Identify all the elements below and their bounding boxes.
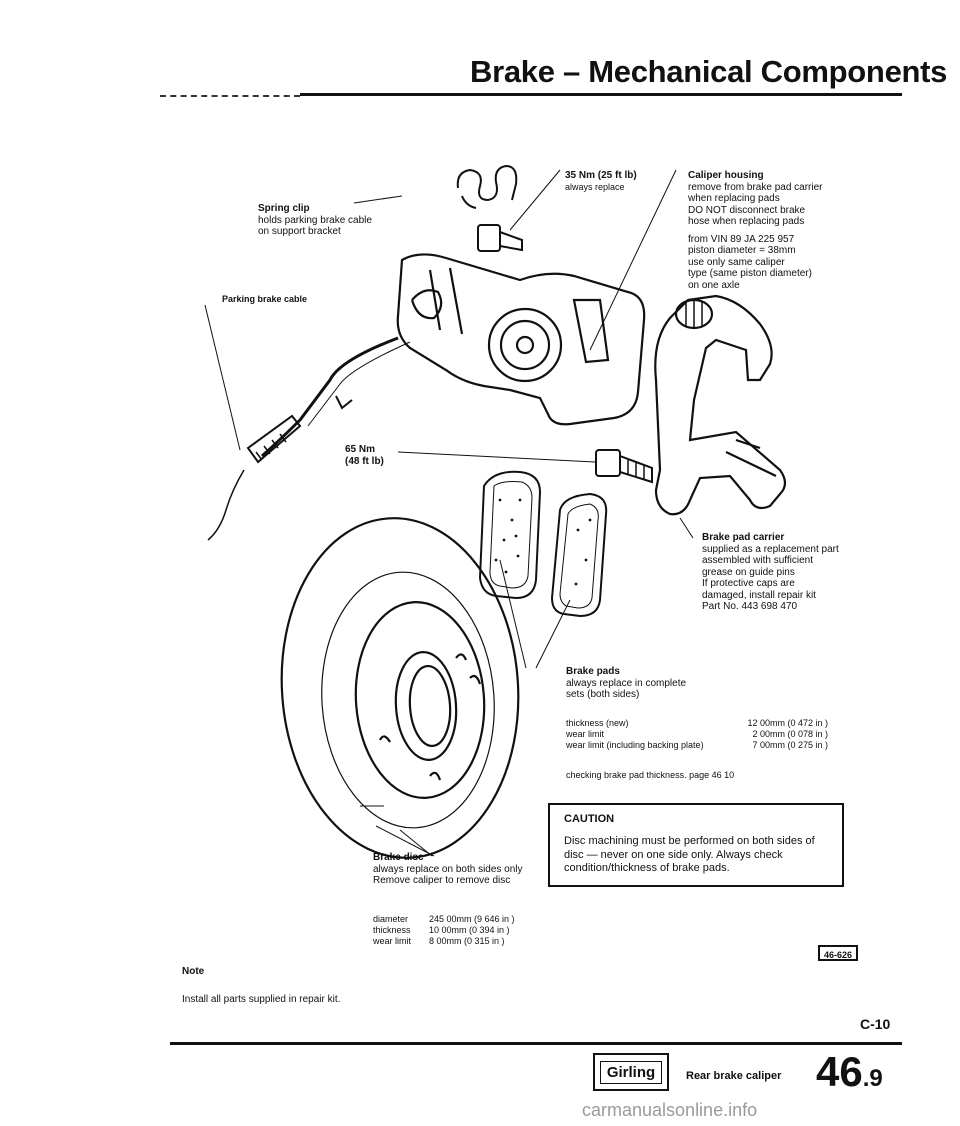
torque-65-line: (48 ft lb) xyxy=(345,455,384,467)
pad-carrier-line: Part No. 443 698 470 xyxy=(702,601,798,612)
footer-rule xyxy=(170,1042,902,1045)
spring-clip-line: holds parking brake cable xyxy=(258,214,372,226)
spec-name: wear limit xyxy=(566,729,605,739)
spec-name: wear limit (including backing plate) xyxy=(566,740,704,750)
label-torque-65 xyxy=(345,444,384,467)
pad-carrier-line: assembled with sufficient xyxy=(702,555,813,566)
bolt-35nm xyxy=(478,225,522,251)
caliper-housing-line: type (same piston diameter) xyxy=(688,268,812,279)
spec-value: 2 00mm (0 078 in ) xyxy=(752,729,828,739)
label-brake-pad-carrier xyxy=(702,532,839,613)
leader-parking-cable xyxy=(205,305,240,450)
brake-pads-line: sets (both sides) xyxy=(566,689,640,700)
spec-row xyxy=(566,740,828,751)
caliper-housing-line: remove from brake pad carrier xyxy=(688,181,823,193)
page-number xyxy=(816,1048,883,1096)
girling-logo xyxy=(593,1053,669,1091)
brake-pads-line: always replace in complete xyxy=(566,677,687,689)
brake-pads-part xyxy=(480,472,606,616)
spec-value: 7 00mm (0 275 in ) xyxy=(752,740,828,750)
caliper-housing-line: on one axle xyxy=(688,279,740,291)
brake-disc-specs xyxy=(373,914,549,947)
page-number-sub: .9 xyxy=(862,1065,883,1092)
brake-pads-check-note: checking brake pad thickness. page 46 10 xyxy=(566,770,735,780)
pad-carrier-line: supplied as a replacement part xyxy=(702,543,839,555)
caliper-housing-line: from VIN 89 JA 225 957 xyxy=(688,233,795,245)
brake-pads-title: Brake pads xyxy=(566,666,620,677)
spec-row xyxy=(566,729,828,740)
caution-box xyxy=(548,803,844,887)
page-number-main: 46 xyxy=(816,1048,863,1095)
brake-disc-line: Remove caliper to remove disc xyxy=(373,875,511,886)
caliper-housing-line: use only same caliper xyxy=(688,256,785,268)
spring-clip-title: Spring clip xyxy=(258,203,310,214)
page-code: C-10 xyxy=(860,1016,891,1032)
spec-row xyxy=(566,718,828,729)
spec-row xyxy=(373,936,549,947)
spec-value: 12 00mm (0 472 in ) xyxy=(747,718,828,728)
brake-disc-title: Brake disc xyxy=(373,852,424,863)
note-text: Install all parts supplied in repair kit. xyxy=(182,994,341,1005)
leader-torque-65 xyxy=(398,452,595,462)
spec-value: 10 00mm (0 394 in ) xyxy=(429,925,510,935)
caliper-housing-line: piston diameter = 38mm xyxy=(688,245,796,256)
leader-torque-35 xyxy=(510,170,560,230)
footer-section: Rear brake caliper xyxy=(686,1070,782,1082)
caliper-housing-line: when replacing pads xyxy=(688,193,780,204)
bolt-65nm xyxy=(596,450,652,482)
caliper-housing-title: Caliper housing xyxy=(688,170,764,181)
caution-heading: CAUTION xyxy=(564,813,615,825)
caution-text: Disc machining must be performed on both sides of disc — never on one side only. Always check condition/thickness of brake pads. xyxy=(564,835,815,874)
leader-brake-pads xyxy=(500,560,570,668)
label-parking-brake-cable: Parking brake cable xyxy=(222,294,308,304)
watermark: carmanualsonline.info xyxy=(582,1100,758,1120)
pad-carrier-line: grease on guide pins xyxy=(702,566,795,578)
torque-65-line: 65 Nm xyxy=(345,444,376,455)
spec-row xyxy=(373,914,549,925)
label-torque-35 xyxy=(565,170,637,193)
pad-carrier-title: Brake pad carrier xyxy=(702,532,785,543)
caliper-housing-line: DO NOT disconnect brake xyxy=(688,204,806,216)
spring-clip-part xyxy=(458,166,517,208)
label-brake-pads xyxy=(566,666,686,701)
label-caliper-housing xyxy=(688,170,823,291)
figure-number: 46-626 xyxy=(818,945,858,961)
spec-name: thickness xyxy=(373,925,411,935)
torque-35-line: always replace xyxy=(565,181,625,192)
note-heading: Note xyxy=(182,966,205,977)
brake-disc-line: always replace on both sides only xyxy=(373,863,523,875)
caliper-housing-part xyxy=(398,254,644,424)
spec-name: diameter xyxy=(373,914,409,924)
caliper-housing-line: hose when replacing pads xyxy=(688,216,805,227)
spring-clip-line: on support bracket xyxy=(258,226,341,237)
pad-carrier-line: damaged, install repair kit xyxy=(702,589,816,601)
pad-carrier-line: If protective caps are xyxy=(702,578,795,589)
torque-35-title: 35 Nm (25 ft lb) xyxy=(565,170,637,181)
label-spring-clip xyxy=(258,203,372,238)
brake-pads-specs xyxy=(566,718,828,751)
spec-row xyxy=(373,925,549,936)
spec-value: 8 00mm (0 315 in ) xyxy=(429,936,505,946)
brake-pad-carrier-part xyxy=(655,296,785,514)
leader-spring-clip xyxy=(354,196,402,203)
spec-value: 245 00mm (9 646 in ) xyxy=(429,914,515,924)
spec-name: wear limit xyxy=(373,936,412,946)
spec-name: thickness (new) xyxy=(566,718,629,728)
label-brake-disc xyxy=(373,852,523,887)
girling-brand: Girling xyxy=(600,1061,662,1084)
parking-brake-cable-part xyxy=(208,338,410,540)
page-title: Brake – Mechanical Components xyxy=(470,54,948,89)
leader-pad-carrier xyxy=(680,518,693,538)
